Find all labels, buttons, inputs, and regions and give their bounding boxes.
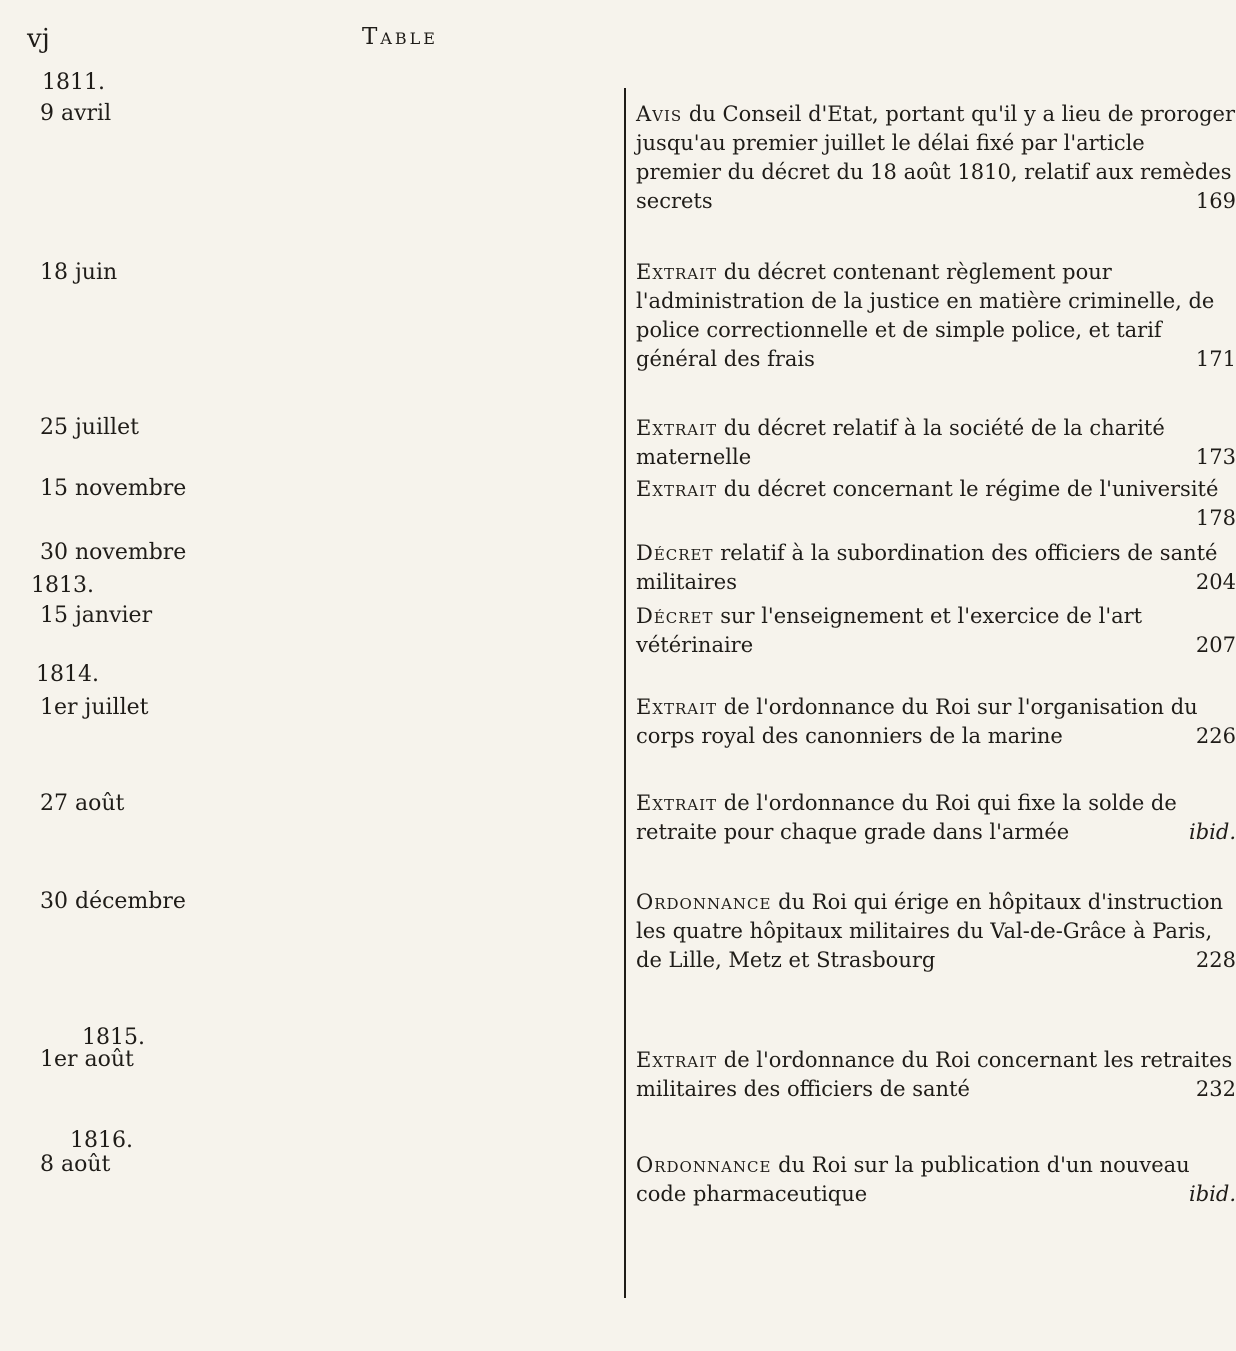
entry-text	[636, 539, 1236, 597]
entry-text	[636, 888, 1236, 975]
entry-date: 15 novembre	[40, 476, 187, 501]
entry-keyword: Décret	[636, 604, 714, 628]
entry-description: du Conseil d'Etat, portant qu'il y a lieu de proroger jusqu'au premier juillet le délai fixé par l'article premier du décret du 18 août 1810, relatif aux remèdes secrets	[636, 102, 1236, 213]
entry-page-number: 204	[1195, 570, 1236, 594]
year-1813: 1813.	[31, 573, 94, 598]
entry-keyword: Décret	[636, 541, 714, 565]
entry-date: 1er août	[40, 1047, 134, 1072]
entry-text	[636, 693, 1236, 751]
entry-date: 9 avril	[40, 101, 112, 126]
entry-page-number: 226	[1195, 724, 1236, 748]
entry-page-number: 173	[1195, 445, 1236, 469]
entry-page-number: ibid.	[1189, 820, 1236, 844]
entry-date: 8 août	[40, 1152, 111, 1177]
entry-text	[636, 602, 1236, 660]
year-1815: 1815.	[82, 1025, 145, 1050]
entry-text	[636, 1151, 1236, 1209]
entry-description: relatif à la subordination des officiers de santé militaires	[636, 541, 1218, 594]
entry-keyword: Extrait	[636, 260, 718, 284]
entry-text	[636, 1046, 1236, 1104]
entry-page-number: ibid.	[1189, 1182, 1236, 1206]
page-folio: vj	[27, 24, 50, 54]
entry-description: de l'ordonnance du Roi sur l'organisation du corps royal des canonniers de la marine	[636, 695, 1198, 748]
entry-text	[636, 414, 1236, 472]
entry-date: 15 janvier	[40, 603, 153, 628]
entry-description: sur l'enseignement et l'exercice de l'art vétérinaire	[636, 604, 1143, 657]
entry-description: du Roi qui érige en hôpitaux d'instruction les quatre hôpitaux militaires du Val-de-Grâce à Paris, de Lille, Metz et Strasbourg	[636, 890, 1224, 972]
entry-date: 18 juin	[40, 260, 118, 285]
entry-keyword: Extrait	[636, 1048, 718, 1072]
entry-keyword: Ordonnance	[636, 890, 772, 914]
entry-description: de l'ordonnance du Roi concernant les retraites militaires des officiers de santé	[636, 1048, 1233, 1101]
entry-keyword: Extrait	[636, 695, 718, 719]
entry-description: du Roi sur la publication d'un nouveau code pharmaceutique	[636, 1153, 1190, 1206]
entry-description: du décret relatif à la société de la charité maternelle	[636, 416, 1165, 469]
entry-date: 27 août	[40, 791, 125, 816]
year-1814: 1814.	[36, 662, 99, 687]
entry-text	[636, 475, 1236, 533]
entry-description: du décret contenant règlement pour l'administration de la justice en matière criminelle, de police correctionnelle et de simple police, et tarif général des frais	[636, 260, 1215, 371]
entry-page-number: 178	[1195, 506, 1236, 530]
entry-date: 1er juillet	[40, 695, 149, 720]
entry-keyword: Ordonnance	[636, 1153, 772, 1177]
entry-keyword: Avis	[636, 102, 683, 126]
entry-description: de l'ordonnance du Roi qui fixe la solde de retraite pour chaque grade dans l'armée	[636, 791, 1177, 844]
entry-page-number: 207	[1195, 633, 1236, 657]
entry-date: 25 juillet	[40, 415, 139, 440]
entry-text	[636, 258, 1236, 374]
entry-keyword: Extrait	[636, 477, 718, 501]
entry-page-number: 169	[1195, 189, 1236, 213]
entry-text	[636, 789, 1236, 847]
entry-page-number: 228	[1195, 948, 1236, 972]
entry-keyword: Extrait	[636, 416, 718, 440]
entry-date: 30 décembre	[40, 889, 186, 914]
entry-keyword: Extrait	[636, 791, 718, 815]
entry-date: 30 novembre	[40, 540, 187, 565]
running-head: Table	[362, 24, 438, 50]
year-1811: 1811.	[42, 70, 105, 95]
entry-page-number: 171	[1195, 347, 1236, 371]
entry-page-number: 232	[1195, 1077, 1236, 1101]
entry-description: du décret concernant le régime de l'université	[723, 477, 1219, 501]
entry-text	[636, 100, 1236, 216]
year-1816: 1816.	[70, 1128, 133, 1153]
